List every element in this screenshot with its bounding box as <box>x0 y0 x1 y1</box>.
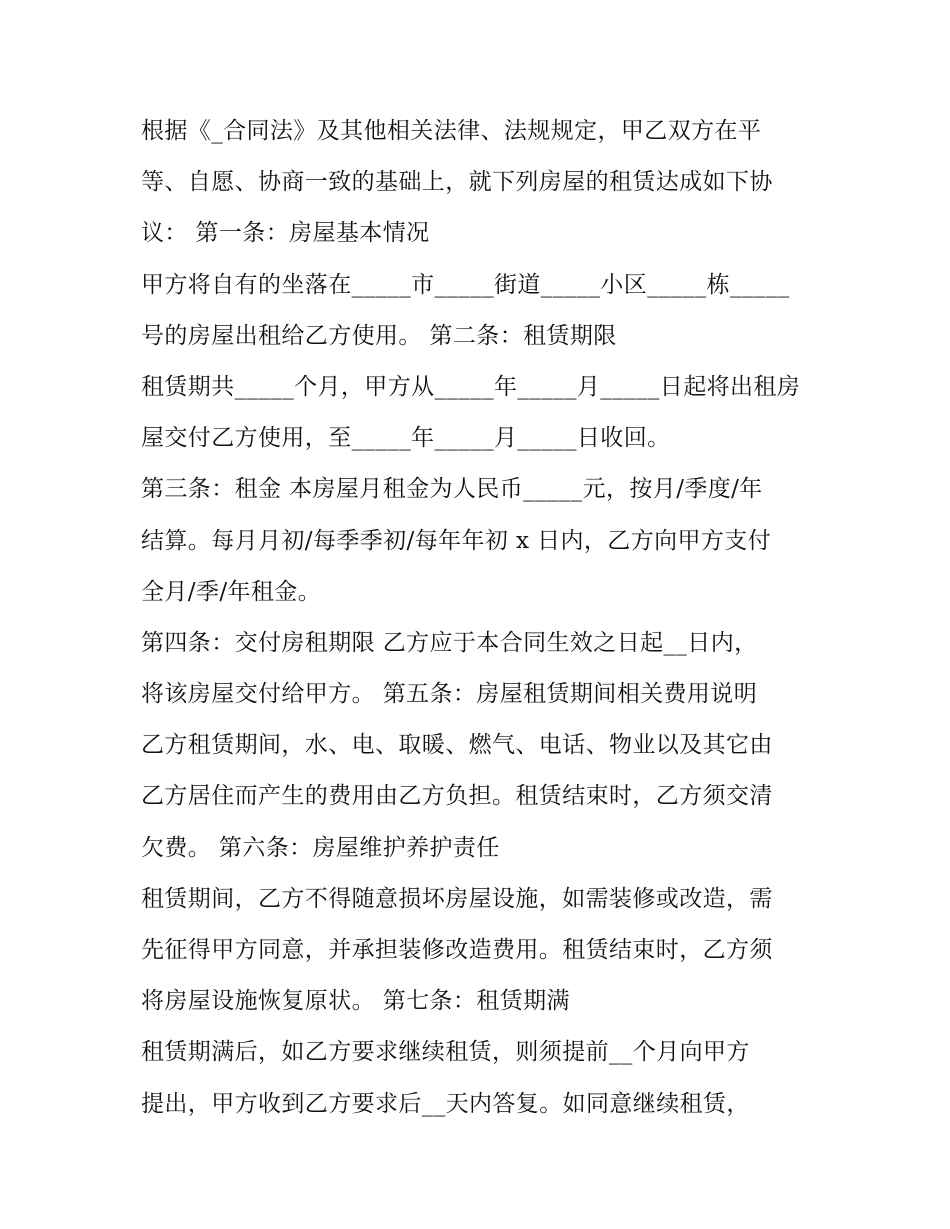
text-line: 乙方租赁期间，水、电、取暖、燃气、电话、物业以及其它由 <box>141 732 773 759</box>
text-line: 全月/季/年租金。 <box>141 578 322 605</box>
text-line: 等、自愿、协商一致的基础上，就下列房屋的租赁达成如下协 <box>141 169 773 196</box>
text-line: 第三条：租金 本房屋月租金为人民币_____元，按月/季度/年 <box>141 476 763 503</box>
text-line: 号的房屋出租给乙方使用。 第二条：租赁期限 <box>141 322 617 349</box>
text-line: 将房屋设施恢复原状。 第七条：租赁期满 <box>141 988 570 1015</box>
text-line: 欠费。 第六条：房屋维护养护责任 <box>141 834 500 861</box>
text-line: 屋交付乙方使用，至_____年_____月_____日收回。 <box>141 425 671 452</box>
text-line: 租赁期共_____个月，甲方从_____年_____月_____日起将出租房 <box>141 373 801 400</box>
contract-text <box>141 106 821 1130</box>
text-line: 甲方将自有的坐落在_____市_____街道_____小区_____栋_____ <box>141 271 790 298</box>
text-line: 乙方居住而产生的费用由乙方负担。租赁结束时，乙方须交清 <box>141 783 773 810</box>
text-line: 租赁期间，乙方不得随意损坏房屋设施，如需装修或改造，需 <box>141 885 773 912</box>
text-line: 第四条：交付房租期限 乙方应于本合同生效之日起__日内， <box>141 629 758 656</box>
text-line: 结算。每月月初/每季季初/每年年初 x 日内，乙方向甲方支付 <box>141 527 772 554</box>
text-line: 根据《_合同法》及其他相关法律、法规规定，甲乙双方在平 <box>141 118 762 144</box>
text-line: 租赁期满后，如乙方要求继续租赁，则须提前__个月向甲方 <box>141 1039 750 1066</box>
text-line: 先征得甲方同意，并承担装修改造费用。租赁结束时，乙方须 <box>141 937 773 963</box>
text-line: 将该房屋交付给甲方。 第五条：房屋租赁期间相关费用说明 <box>141 681 758 708</box>
text-line: 议： 第一条：房屋基本情况 <box>141 220 430 247</box>
text-line: 提出，甲方收到乙方要求后__天内答复。如同意继续租赁， <box>141 1090 750 1117</box>
